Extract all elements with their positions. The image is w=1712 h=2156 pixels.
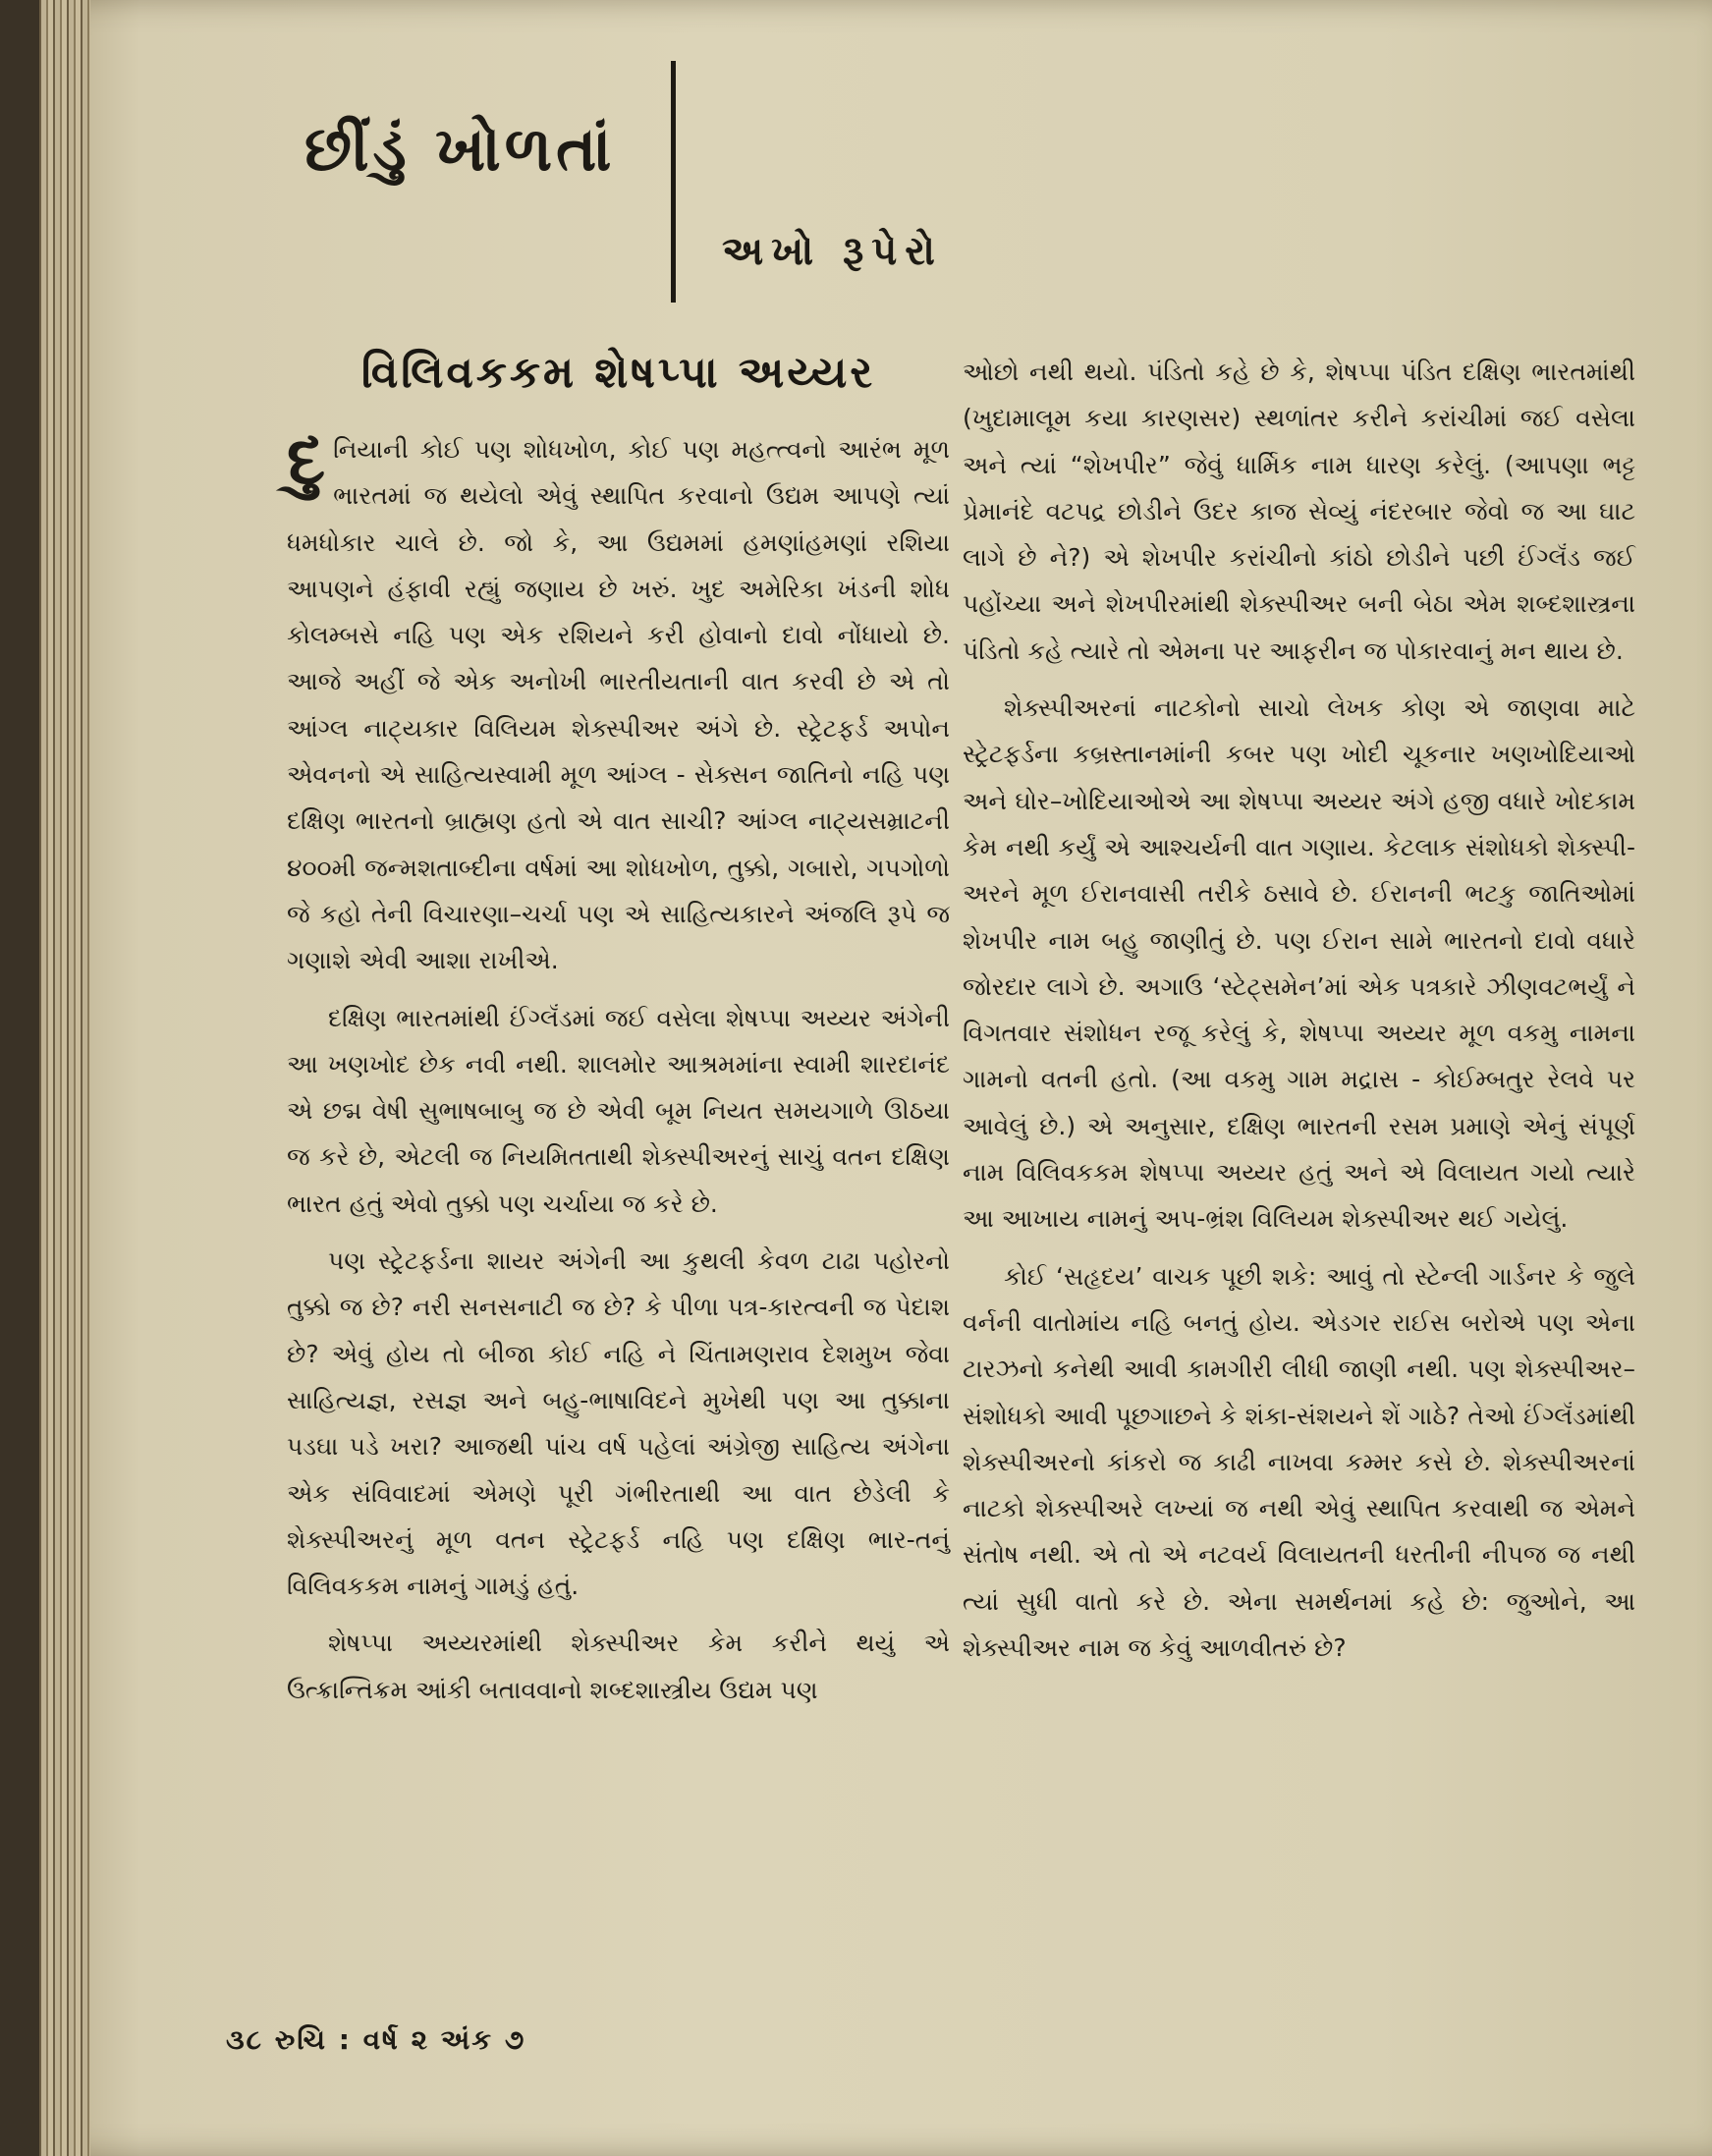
- paragraph: શેષપ્પા અય્યરમાંથી શેક્સ્પીઅર કેમ કરીને થયું એ ઉત્ક્રાન્તિક્રમ આંકી બતાવવાનો શબ્દશાસ્ત્રીય ઉદ્યમ પણ: [287, 1629, 950, 1704]
- header-divider: [671, 61, 676, 303]
- paragraph: શેક્સ્પીઅરનાં નાટકોનો સાચો લેખક કોણ એ જાણવા માટે સ્ટ્રેટફર્ડના કબ્રસ્તાનમાંની કબર પણ ખોદી ચૂકનાર ખણખોદિયાઓ અને ઘોર–ખોદિયાઓએ આ શેષપ્પા અય્યર અંગે હજી વધારે ખોદકામ કેમ નથી કર્યું એ આશ્ચર્યની વાત ગણાય. કેટલાક સંશોધકો શેક્સ્પી-અરને મૂળ ઈરાનવાસી તરીકે ઠસાવે છે. ઈરાનની ભટકુ જાતિઓમાં શેખપીર નામ બહુ જાણીતું છે. પણ ઈરાન સામે ભારતનો દાવો વધારે જોરદાર લાગે છે. અગાઉ ‘સ્ટેટ્સમેન’માં એક પત્રકારે ઝીણવટભર્યું ને વિગતવાર સંશોધન રજૂ કરેલું કે, શેષપ્પા અય્યર મૂળ વકમુ નામના ગામનો વતની હતો. (આ વકમુ ગામ મદ્રાસ - કોઈમ્બતુર રેલવે પર આવેલું છે.) એ અનુસાર, દક્ષિણ ભારતની રસમ પ્રમાણે એનું સંપૂર્ણ નામ વિલિવકકમ શેષપ્પા અય્યર હતું અને એ વિલાયત ગયો ત્યારે આ આખાય નામનું અપ-ભ્રંશ વિલિયમ શેક્સ્પીઅર થઈ ગયેલું.: [963, 693, 1635, 1234]
- paragraph-text: નિયાની કોઈ પણ શોધખોળ, કોઈ પણ મહત્ત્વનો આરંભ મૂળ ભારતમાં જ થયેલો એવું સ્થાપિત કરવાનો ઉદ્યમ આપણે ત્યાં ધમધોકાર ચાલે છે. જો કે, આ ઉદ્યમમાં હમણાંહમણાં રશિયા આપણને હંફાવી રહ્યું જણાય છે ખરું. ખુદ અમેરિકા ખંડની શોધ કોલમ્બસે નહિ પણ એક રશિયને કરી હોવાનો દાવો નોંધાયો છે. આજે અહીં જે એક અનોખી ભારતીયતાની વાત કરવી છે એ તો આંગ્લ નાટ્યકાર વિલિયમ શેક્સ્પીઅર અંગે છે. સ્ટ્રેટફર્ડ અપોન એવનનો એ સાહિત્યસ્વામી મૂળ આંગ્લ - સેક્સન જાતિનો નહિ પણ દક્ષિણ ભારતનો બ્રાહ્મણ હતો એ વાત સાચી? આંગ્લ નાટ્યસમ્રાટની ૪૦૦મી જન્મશતાબ્દીના વર્ષમાં આ શોધખોળ, તુક્કો, ગબારો, ગપગોળો જે કહો તેની વિચારણા–ચર્ચા પણ એ સાહિત્યકારને અંજલિ રૂપે જ ગણાશે એવી આશા રાખીએ.: [287, 435, 950, 975]
- magazine-page: [39, 0, 1712, 2156]
- page-footer: ૩૮ રુચિ : વર્ષ ૨ અંક ૭: [226, 2023, 526, 2056]
- paragraph: કોઈ ‘સહૃદય’ વાચક પૂછી શકે: આવું તો સ્ટેન્લી ગાર્ડનર કે જુલે વર્નની વાતોમાંય નહિ બનતું હોય. એડગર રાઈસ બરોએ પણ એના ટારઝનો કનેથી આવી કામગીરી લીધી જાણી નથી. પણ શેક્સ્પીઅર–સંશોધકો આવી પૂછગાછને કે શંકા-સંશયને શેં ગાઠે? તેઓ ઈંગ્લૅંડમાંથી શેક્સ્પીઅરનો કાંકરો જ કાઢી નાખવા કમ્મર કસે છે. શેક્સ્પીઅરનાં નાટકો શેક્સ્પીઅરે લખ્યાં જ નથી એવું સ્થાપિત કરવાથી જ એમને સંતોષ નથી. એ તો એ નટવર્ય વિલાયતની ધરતીની નીપજ જ નથી ત્યાં સુધી વાતો કરે છે. એના સમર્થનમાં કહે છે: જુઓને, આ શેક્સ્પીઅર નામ જ કેવું આળવીતરું છે?: [963, 1261, 1635, 1663]
- drop-cap: દુ: [287, 419, 326, 500]
- paragraph: દક્ષિણ ભારતમાંથી ઈંગ્લૅંડમાં જઈ વસેલા શેષપ્પા અય્યર અંગેની આ ખણખોદ છેક નવી નથી. શાલમોર આશ્રમમાંના સ્વામી શારદાનંદ એ છદ્મ વેષી સુભાષબાબુ જ છે એવી બૂમ નિયત સમયગાળે ઊઠયા જ કરે છે, એટલી જ નિયમિતતાથી શેક્સ્પીઅરનું સાચું વતન દક્ષિણ ભારત હતું એવો તુક્કો પણ ચર્ચાયા જ કરે છે.: [287, 1003, 950, 1218]
- left-column: [287, 334, 950, 1724]
- paragraph: પણ સ્ટ્રેટફર્ડના શાયર અંગેની આ કુથલી કેવળ ટાઢા પહોરનો તુક્કો જ છે? નરી સનસનાટી જ છે? કે પીળા પત્ર-કારત્વની જ પેદાશ છે? એવું હોય તો બીજા કોઈ નહિ ને ચિંતામણરાવ દેશમુખ જેવા સાહિત્યજ્ઞ, રસજ્ઞ અને બહુ-ભાષાવિદને મુખેથી પણ આ તુક્કાના પડઘા પડે ખરા? આજથી પાંચ વર્ષ પહેલાં અંગ્રેજી સાહિત્ય અંગેના એક સંવિવાદમાં એમણે પૂરી ગંભીરતાથી આ વાત છેડેલી કે શેક્સ્પીઅરનું મૂળ વતન સ્ટ્રેટફર્ડ નહિ પણ દક્ષિણ ભાર-તનું વિલિવકકમ નામનું ગામડું હતું.: [287, 1246, 950, 1601]
- right-column: [963, 349, 1635, 1682]
- page-edge-strips: [39, 0, 90, 2156]
- article-title: વિલિવકકમ શેષપ્પા અય્યર: [360, 348, 876, 398]
- paragraph: [287, 419, 950, 984]
- paragraph: ઓછો નથી થયો. પંડિતો કહે છે કે, શેષપ્પા પંડિત દક્ષિણ ભારતમાંથી (ખુદામાલૂમ કયા કારણસર) સ્થળાંતર કરીને કરાંચીમાં જઈ વસેલા અને ત્યાં “શેખપીર” જેવું ધાર્મિક નામ ધારણ કરેલું. (આપણા ભટ્ટ પ્રેમાનંદે વટપદ્ર છોડીને ઉદર કાજ સેવ્યું નંદરબાર જેવો જ આ ઘાટ લાગે છે ને?) એ શેખપીર કરાંચીનો કાંઠો છોડીને પછી ઈંગ્લૅંડ જઈ પહોંચ્યા અને શેખપીરમાંથી શેક્સ્પીઅર બની બેઠા એમ શબ્દશાસ્ત્રના પંડિતો કહે ત્યારે તો એમના પર આફરીન જ પોકારવાનું મન થાય છે.: [963, 358, 1635, 665]
- section-title: છીંડું ખોળતાં: [304, 113, 616, 185]
- author-name: અખો રૂપેરો: [722, 228, 943, 274]
